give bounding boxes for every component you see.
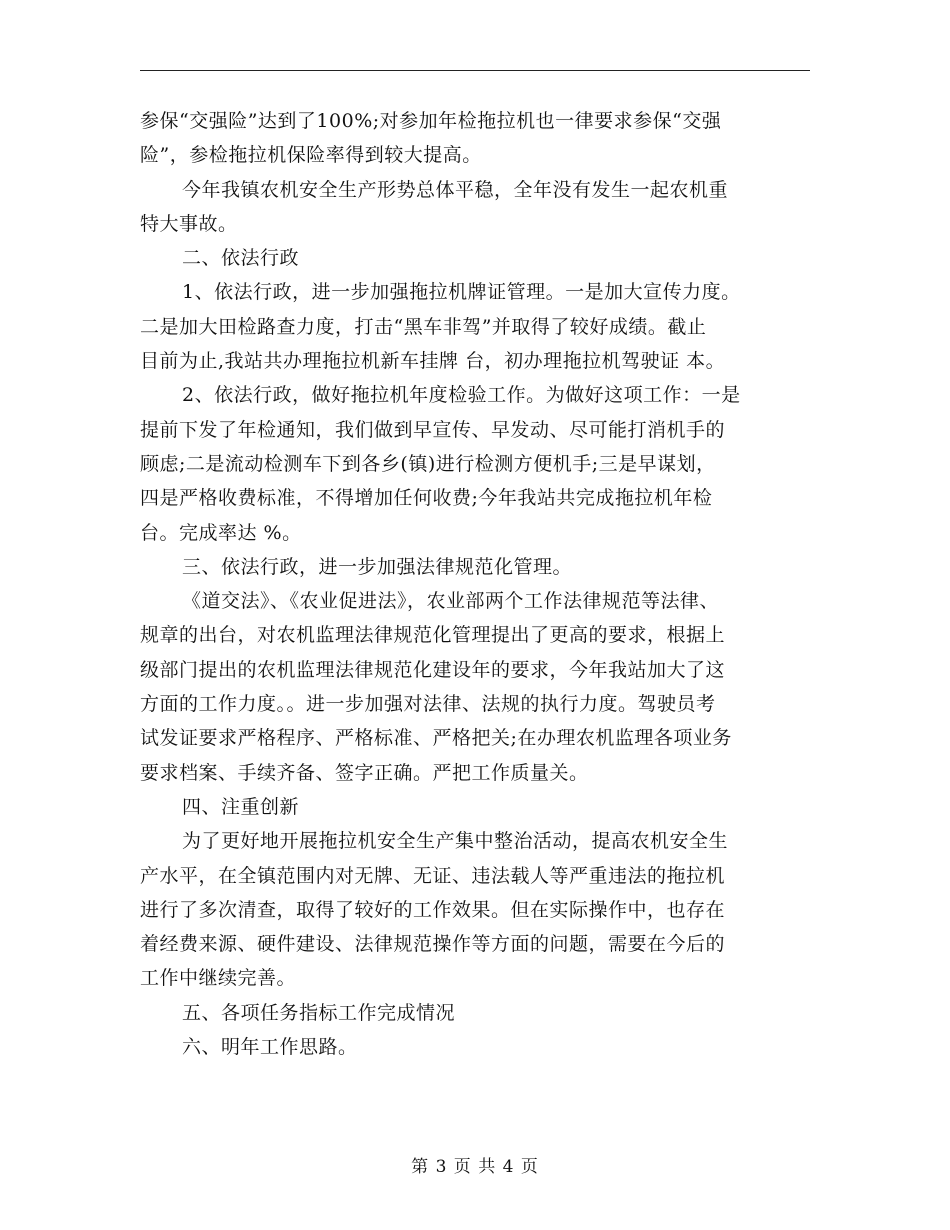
paragraph-line: 级部门提出的农机监理法律规范化建设年的要求，今年我站加大了这 [140, 658, 726, 681]
paragraph-line: 目前为止,我站共办理拖拉机新车挂牌 台，初办理拖拉机驾驶证 本。 [140, 350, 726, 373]
paragraph-line: 工作中继续完善。 [140, 967, 297, 990]
document-body [140, 104, 820, 1064]
paragraph-line: 方面的工作力度。。进一步加强对法律、法规的执行力度。驾驶员考 [140, 693, 716, 716]
paragraph-line: 规章的出台，对农机监理法律规范化管理提出了更高的要求，根据上 [140, 624, 726, 647]
paragraph-line: 试发证要求严格程序、严格标准、严格把关;在办理农机监理各项业务 [140, 727, 732, 750]
paragraph-line: 六、明年工作思路。 [182, 1036, 358, 1059]
paragraph-line: 《道交法》、《农业促进法》，农业部两个工作法律规范等法律、 [182, 590, 720, 613]
paragraph-line: 顾虑;二是流动检测车下到各乡(镇)进行检测方便机手;三是早谋划， [140, 452, 716, 475]
paragraph-line: 台。完成率达 %。 [140, 521, 302, 544]
paragraph-line: 进行了多次清查，取得了较好的工作效果。但在实际操作中，也存在 [140, 898, 726, 921]
paragraph-line: 为了更好地开展拖拉机安全生产集中整治活动，提高农机安全生 [182, 830, 729, 853]
paragraph-line: 产水平，在全镇范围内对无牌、无证、违法载人等严重违法的拖拉机 [140, 864, 726, 887]
paragraph-line: 四、注重创新 [182, 795, 300, 818]
paragraph-line: 五、各项任务指标工作完成情况 [182, 1001, 456, 1024]
page-footer: 第 3 页 共 4 页 [411, 1157, 539, 1177]
paragraph-line: 特大事故。 [140, 212, 238, 235]
paragraph-line: 三、依法行政，进一步加强法律规范化管理。 [182, 555, 573, 578]
paragraph-line: 二是加大田检路查力度，打击“黑车非驾”并取得了较好成绩。截止 [140, 315, 707, 338]
paragraph-line: 险”，参检拖拉机保险率得到较大提高。 [140, 144, 482, 167]
paragraph-line: 2、依法行政，做好拖拉机年度检验工作。为做好这项工作：一是 [182, 384, 741, 407]
paragraph-line: 提前下发了年检通知，我们做到早宣传、早发动、尽可能打消机手的 [140, 418, 726, 441]
header-rule [140, 70, 810, 71]
paragraph-line: 四是严格收费标准，不得增加任何收费;今年我站共完成拖拉机年检 [140, 487, 713, 510]
paragraph-line: 1、依法行政，进一步加强拖拉机牌证管理。一是加大宣传力度。 [182, 281, 741, 304]
paragraph-line: 要求档案、手续齐备、签字正确。严把工作质量关。 [140, 761, 589, 784]
paragraph-line: 今年我镇农机安全生产形势总体平稳，全年没有发生一起农机重 [182, 178, 729, 201]
paragraph-line: 着经费来源、硬件建设、法律规范操作等方面的问题，需要在今后的 [140, 933, 726, 956]
paragraph-line: 二、依法行政 [182, 247, 300, 270]
paragraph-line: 参保“交强险”达到了100%;对参加年检拖拉机也一律要求参保“交强 [140, 110, 722, 132]
